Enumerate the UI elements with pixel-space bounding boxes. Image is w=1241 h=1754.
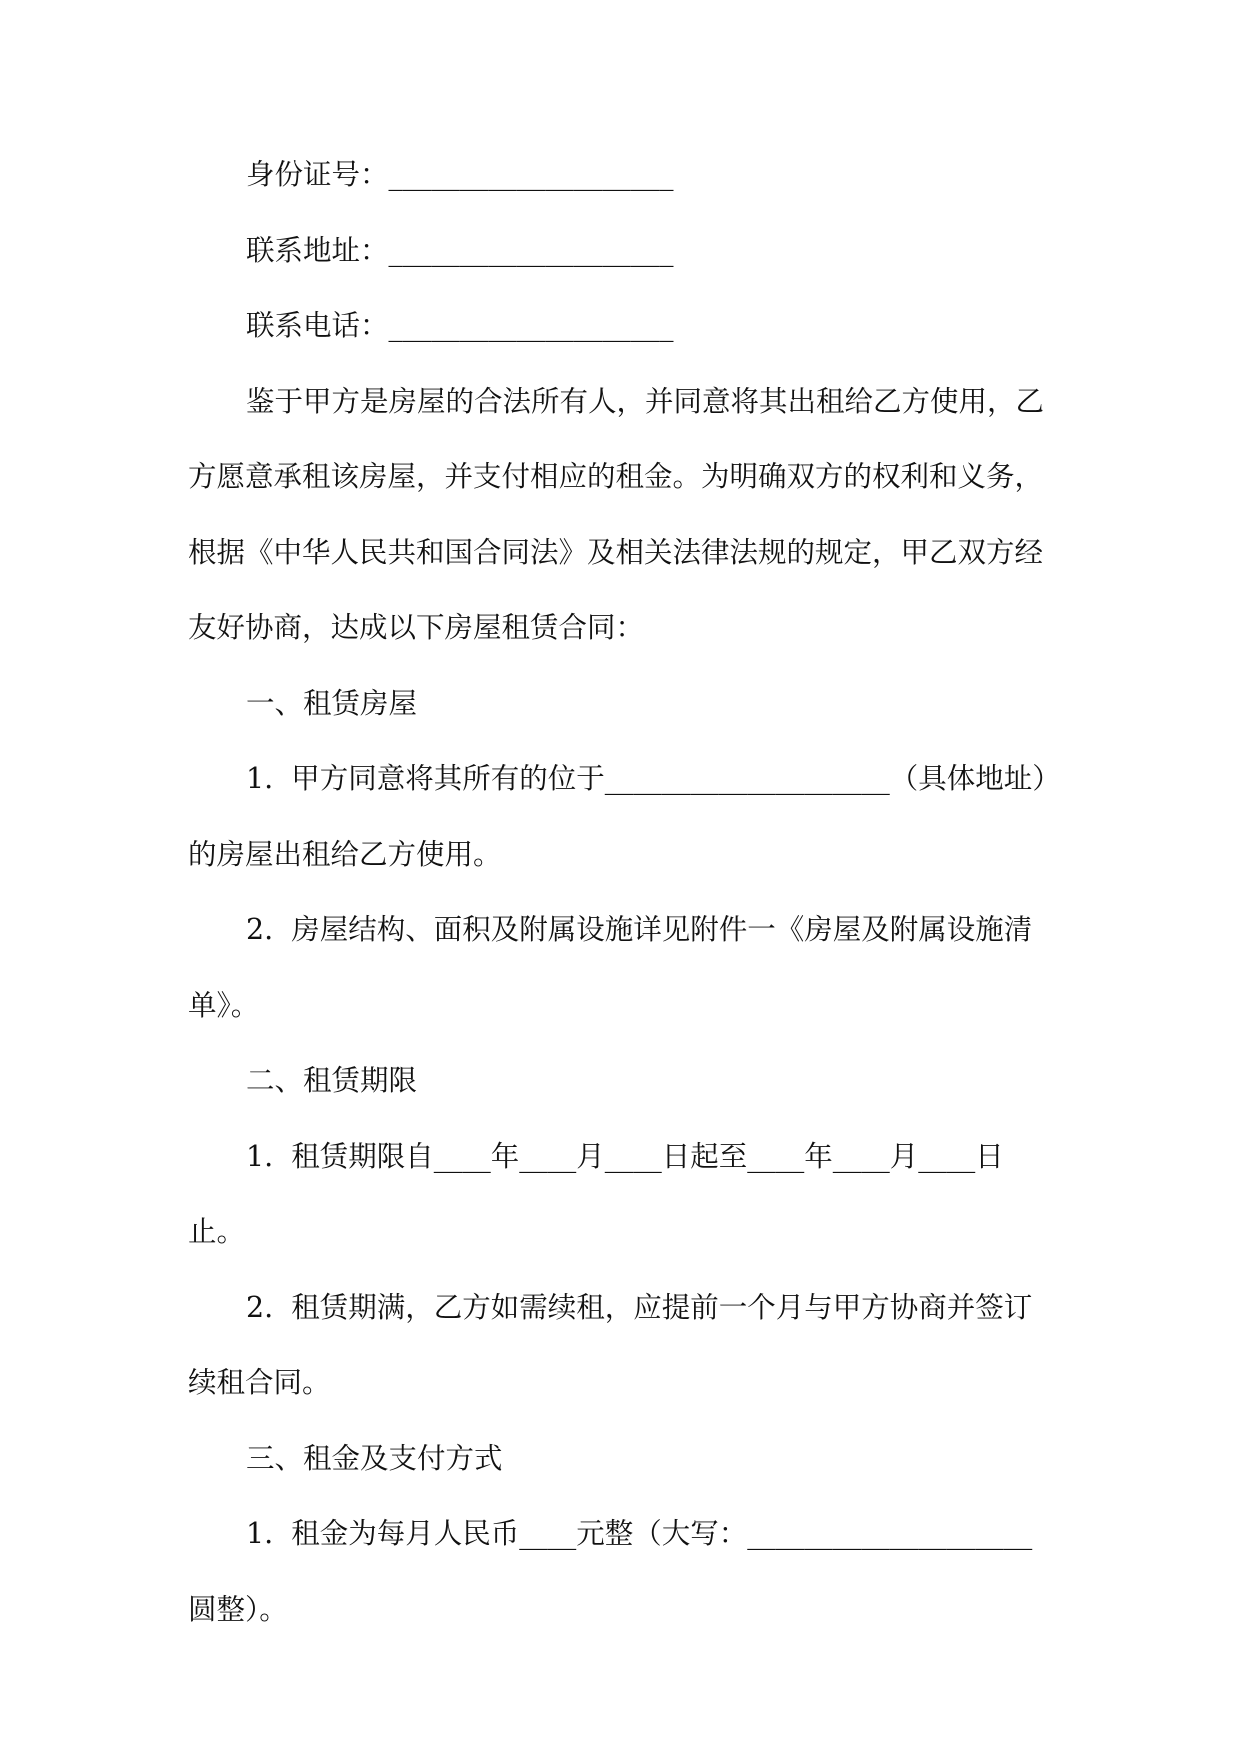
preamble-paragraph: 鉴于甲方是房屋的合法所有人，并同意将其出租给乙方使用，乙方愿意承租该房屋，并支付相应的租金。为明确双方的权利和义务，根据《中华人民共和国合同法》及相关法律法规的规定，甲乙双方经友好协商，达成以下房屋租赁合同： [188, 384, 1045, 644]
section-3-heading: 三、租金及支付方式 [246, 1441, 503, 1475]
phone-line: 联系电话：____________________ [246, 309, 674, 342]
section-1-item-2: 2. 房屋结构、面积及附属设施详见附件一《房屋及附属设施清单》。 [188, 913, 1033, 1022]
section-1-heading: 一、租赁房屋 [246, 686, 418, 720]
address-line: 联系地址：____________________ [246, 233, 674, 267]
section-1-item-1: 1. 甲方同意将其所有的位于____________________（具体地址）的房屋出租给乙方使用。 [188, 762, 1047, 871]
section-2-item-2: 2. 租赁期满，乙方如需续租，应提前一个月与甲方协商并签订续租合同。 [188, 1290, 1033, 1399]
id-number-line: 身份证号：____________________ [246, 158, 674, 191]
section-2-heading: 二、租赁期限 [246, 1064, 418, 1097]
section-2-item-1: 1. 租赁期限自____年____月____日起至____年____月____日止。 [188, 1139, 1004, 1248]
document-body [188, 137, 1058, 1647]
section-3-item-1: 1. 租金为每月人民币____元整（大写：____________________圆整）。 [188, 1517, 1033, 1626]
